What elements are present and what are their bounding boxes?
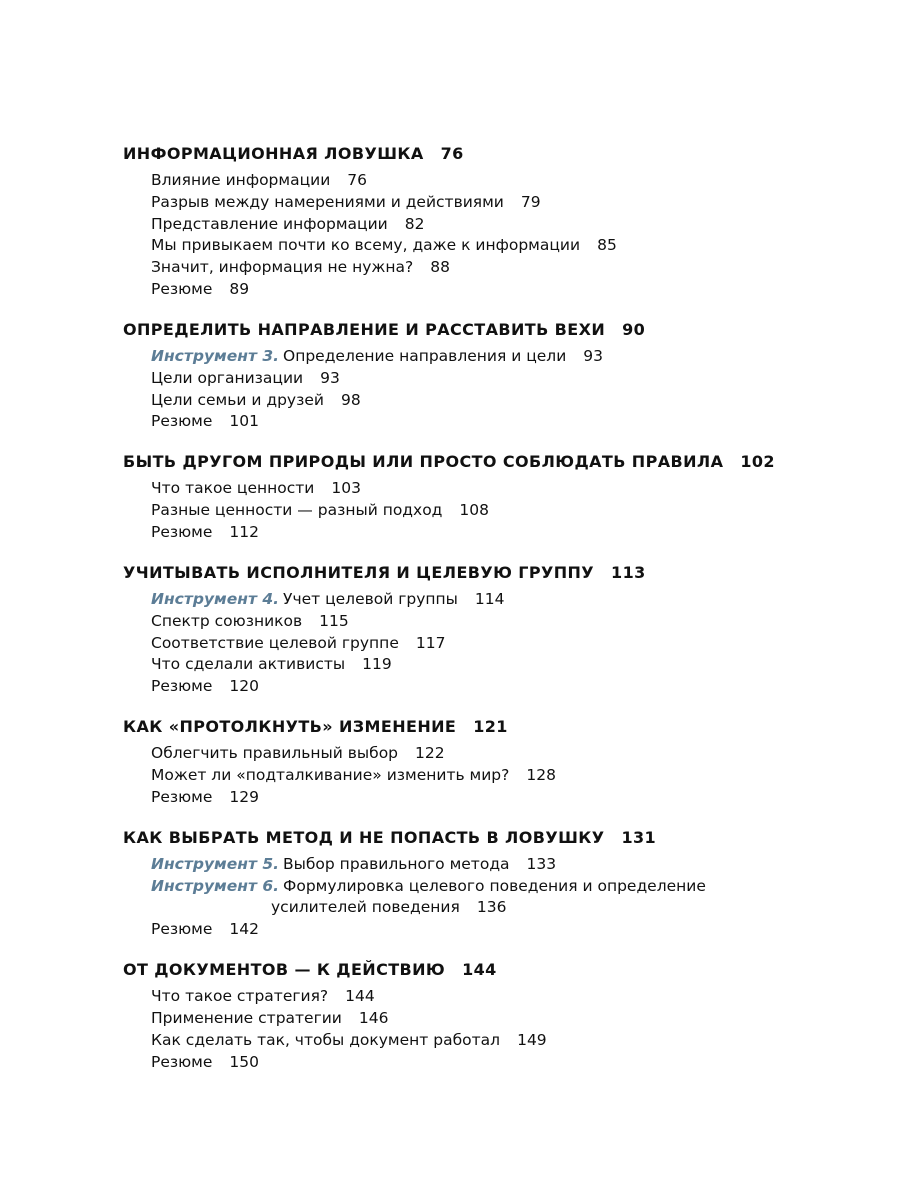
chapter-heading[interactable] — [123, 959, 497, 981]
toc-entry[interactable] — [151, 213, 424, 235]
toc-entry[interactable] — [151, 1007, 388, 1029]
entry-text: Учет целевой группы — [283, 590, 458, 608]
toc-entry[interactable] — [151, 191, 541, 213]
entry-page-number: 129 — [229, 787, 259, 806]
chapter-heading[interactable] — [123, 319, 645, 341]
entry-page-number: 112 — [229, 523, 259, 541]
entry-page-number: 89 — [229, 280, 250, 298]
entry-text: Цели организации — [151, 368, 304, 387]
toc-entry[interactable] — [151, 477, 361, 499]
toc-entry-continuation[interactable] — [271, 896, 506, 918]
entry-text: Что такое стратегия? — [151, 987, 329, 1006]
entry-page-number: 115 — [319, 611, 349, 630]
entry-page-number: 76 — [347, 171, 368, 189]
entry-text: Резюме — [151, 1052, 213, 1071]
entry-text: Резюме — [151, 677, 213, 696]
toc-entry[interactable] — [151, 169, 367, 191]
chapter-heading[interactable] — [123, 451, 775, 473]
entry-text: Спектр союзников — [151, 611, 303, 630]
entry-page-number: 120 — [229, 677, 259, 696]
entry-text: Мы привыкаем почти ко всему, даже к информации — [151, 236, 581, 255]
entry-text: Что сделали активисты — [151, 655, 346, 674]
entry-text: Резюме — [151, 412, 213, 431]
tool-entry[interactable] — [151, 345, 603, 367]
entry-text: усилителей поведения — [271, 898, 460, 917]
chapter-title: БЫТЬ ДРУГОМ ПРИРОДЫ ИЛИ ПРОСТО СОБЛЮДАТЬ ПРАВИЛА — [123, 452, 724, 472]
chapter-page-number: 131 — [621, 827, 657, 847]
entry-text: Применение стратегии — [151, 1009, 342, 1027]
entry-page-number: 149 — [517, 1030, 547, 1049]
toc-entry[interactable] — [151, 653, 392, 675]
entry-text: Представление информации — [151, 214, 388, 233]
toc-entry[interactable] — [151, 632, 445, 654]
toc-entry[interactable] — [151, 742, 445, 764]
tool-label: Инструмент 3. — [151, 347, 279, 365]
chapter-title: ОПРЕДЕЛИТЬ НАПРАВЛЕНИЕ И РАССТАВИТЬ ВЕХИ — [123, 320, 606, 339]
entry-page-number: 85 — [597, 236, 617, 255]
entry-text: Резюме — [151, 787, 213, 806]
entry-page-number: 146 — [358, 1009, 389, 1027]
entry-text: Что такое ценности — [151, 479, 315, 498]
entry-text: Влияние информации — [151, 171, 331, 189]
entry-text: Разрыв между намерениями и действиями — [151, 192, 504, 211]
entry-text: Облегчить правильный выбор — [151, 744, 399, 763]
chapter-page-number: 90 — [622, 320, 646, 339]
chapter-heading[interactable] — [123, 716, 508, 738]
chapter-page-number: 102 — [740, 452, 775, 472]
toc-entry[interactable] — [151, 234, 617, 256]
entry-text: Выбор правильного метода — [283, 854, 510, 873]
toc-entry[interactable] — [151, 1029, 547, 1051]
toc-entry[interactable] — [151, 610, 349, 632]
chapter-page-number: 121 — [473, 717, 508, 737]
toc-entry[interactable] — [151, 786, 259, 808]
entry-page-number: 108 — [459, 501, 489, 520]
entry-text: Определение направления и цели — [283, 347, 567, 365]
chapter-title: КАК «ПРОТОЛКНУТЬ» ИЗМЕНЕНИЕ — [123, 717, 457, 737]
entry-page-number: 122 — [415, 744, 445, 763]
entry-text: Разные ценности — разный подход — [151, 501, 443, 520]
entry-page-number: 93 — [583, 347, 604, 365]
entry-page-number: 98 — [340, 390, 361, 409]
entry-page-number: 128 — [526, 766, 556, 784]
entry-page-number: 117 — [415, 633, 446, 652]
entry-page-number: 144 — [345, 987, 375, 1006]
tool-entry[interactable] — [151, 875, 706, 897]
entry-page-number: 142 — [229, 920, 259, 939]
entry-page-number: 150 — [229, 1052, 259, 1071]
entry-page-number: 101 — [229, 412, 259, 431]
entry-page-number: 88 — [430, 258, 450, 277]
toc-entry[interactable] — [151, 278, 249, 300]
chapter-title: ИНФОРМАЦИОННАЯ ЛОВУШКА — [123, 144, 424, 163]
toc-entry[interactable] — [151, 367, 340, 389]
entry-page-number: 114 — [474, 590, 505, 608]
toc-entry[interactable] — [151, 675, 259, 697]
chapter-heading[interactable] — [123, 562, 646, 584]
entry-text: Значит, информация не нужна? — [151, 258, 414, 277]
chapter-page-number: 76 — [440, 144, 464, 163]
entry-text: Как сделать так, чтобы документ работал — [151, 1030, 501, 1049]
entry-text: Может ли «подталкивание» изменить мир? — [151, 766, 510, 784]
chapter-title: УЧИТЫВАТЬ ИСПОЛНИТЕЛЯ И ЦЕЛЕВУЮ ГРУППУ — [123, 563, 595, 582]
chapter-heading[interactable] — [123, 827, 656, 849]
entry-page-number: 119 — [362, 655, 392, 674]
entry-page-number: 136 — [476, 898, 507, 917]
toc-entry[interactable] — [151, 1051, 259, 1073]
toc-entry[interactable] — [151, 918, 259, 940]
entry-text: Резюме — [151, 523, 213, 541]
entry-text: Цели семьи и друзей — [151, 390, 324, 409]
entry-page-number: 103 — [331, 479, 361, 498]
chapter-title: ОТ ДОКУМЕНТОВ — К ДЕЙСТВИЮ — [123, 960, 446, 980]
entry-page-number: 133 — [526, 854, 557, 873]
entry-text: Резюме — [151, 280, 213, 298]
tool-entry[interactable] — [151, 853, 556, 875]
toc-entry[interactable] — [151, 410, 259, 432]
entry-page-number: 82 — [404, 214, 425, 233]
entry-text: Соответствие целевой группе — [151, 633, 399, 652]
chapter-title: КАК ВЫБРАТЬ МЕТОД И НЕ ПОПАСТЬ В ЛОВУШКУ — [123, 827, 605, 847]
tool-label: Инструмент 5. — [151, 854, 279, 873]
entry-text: Формулировка целевого поведения и определение — [283, 876, 706, 895]
chapter-page-number: 144 — [462, 960, 497, 980]
toc-entry[interactable] — [151, 985, 375, 1007]
tool-label: Инструмент 6. — [151, 876, 279, 895]
toc-entry[interactable] — [151, 389, 361, 411]
toc-entry[interactable] — [151, 499, 489, 521]
chapter-heading[interactable] — [123, 143, 464, 165]
entry-page-number: 93 — [320, 368, 340, 387]
tool-entry[interactable] — [151, 588, 505, 610]
entry-text: Резюме — [151, 920, 213, 939]
chapter-page-number: 113 — [611, 563, 646, 582]
toc-entry[interactable] — [151, 256, 450, 278]
toc-entry[interactable] — [151, 521, 259, 543]
toc-entry[interactable] — [151, 764, 556, 786]
tool-label: Инструмент 4. — [151, 590, 279, 608]
entry-page-number: 79 — [520, 192, 541, 211]
